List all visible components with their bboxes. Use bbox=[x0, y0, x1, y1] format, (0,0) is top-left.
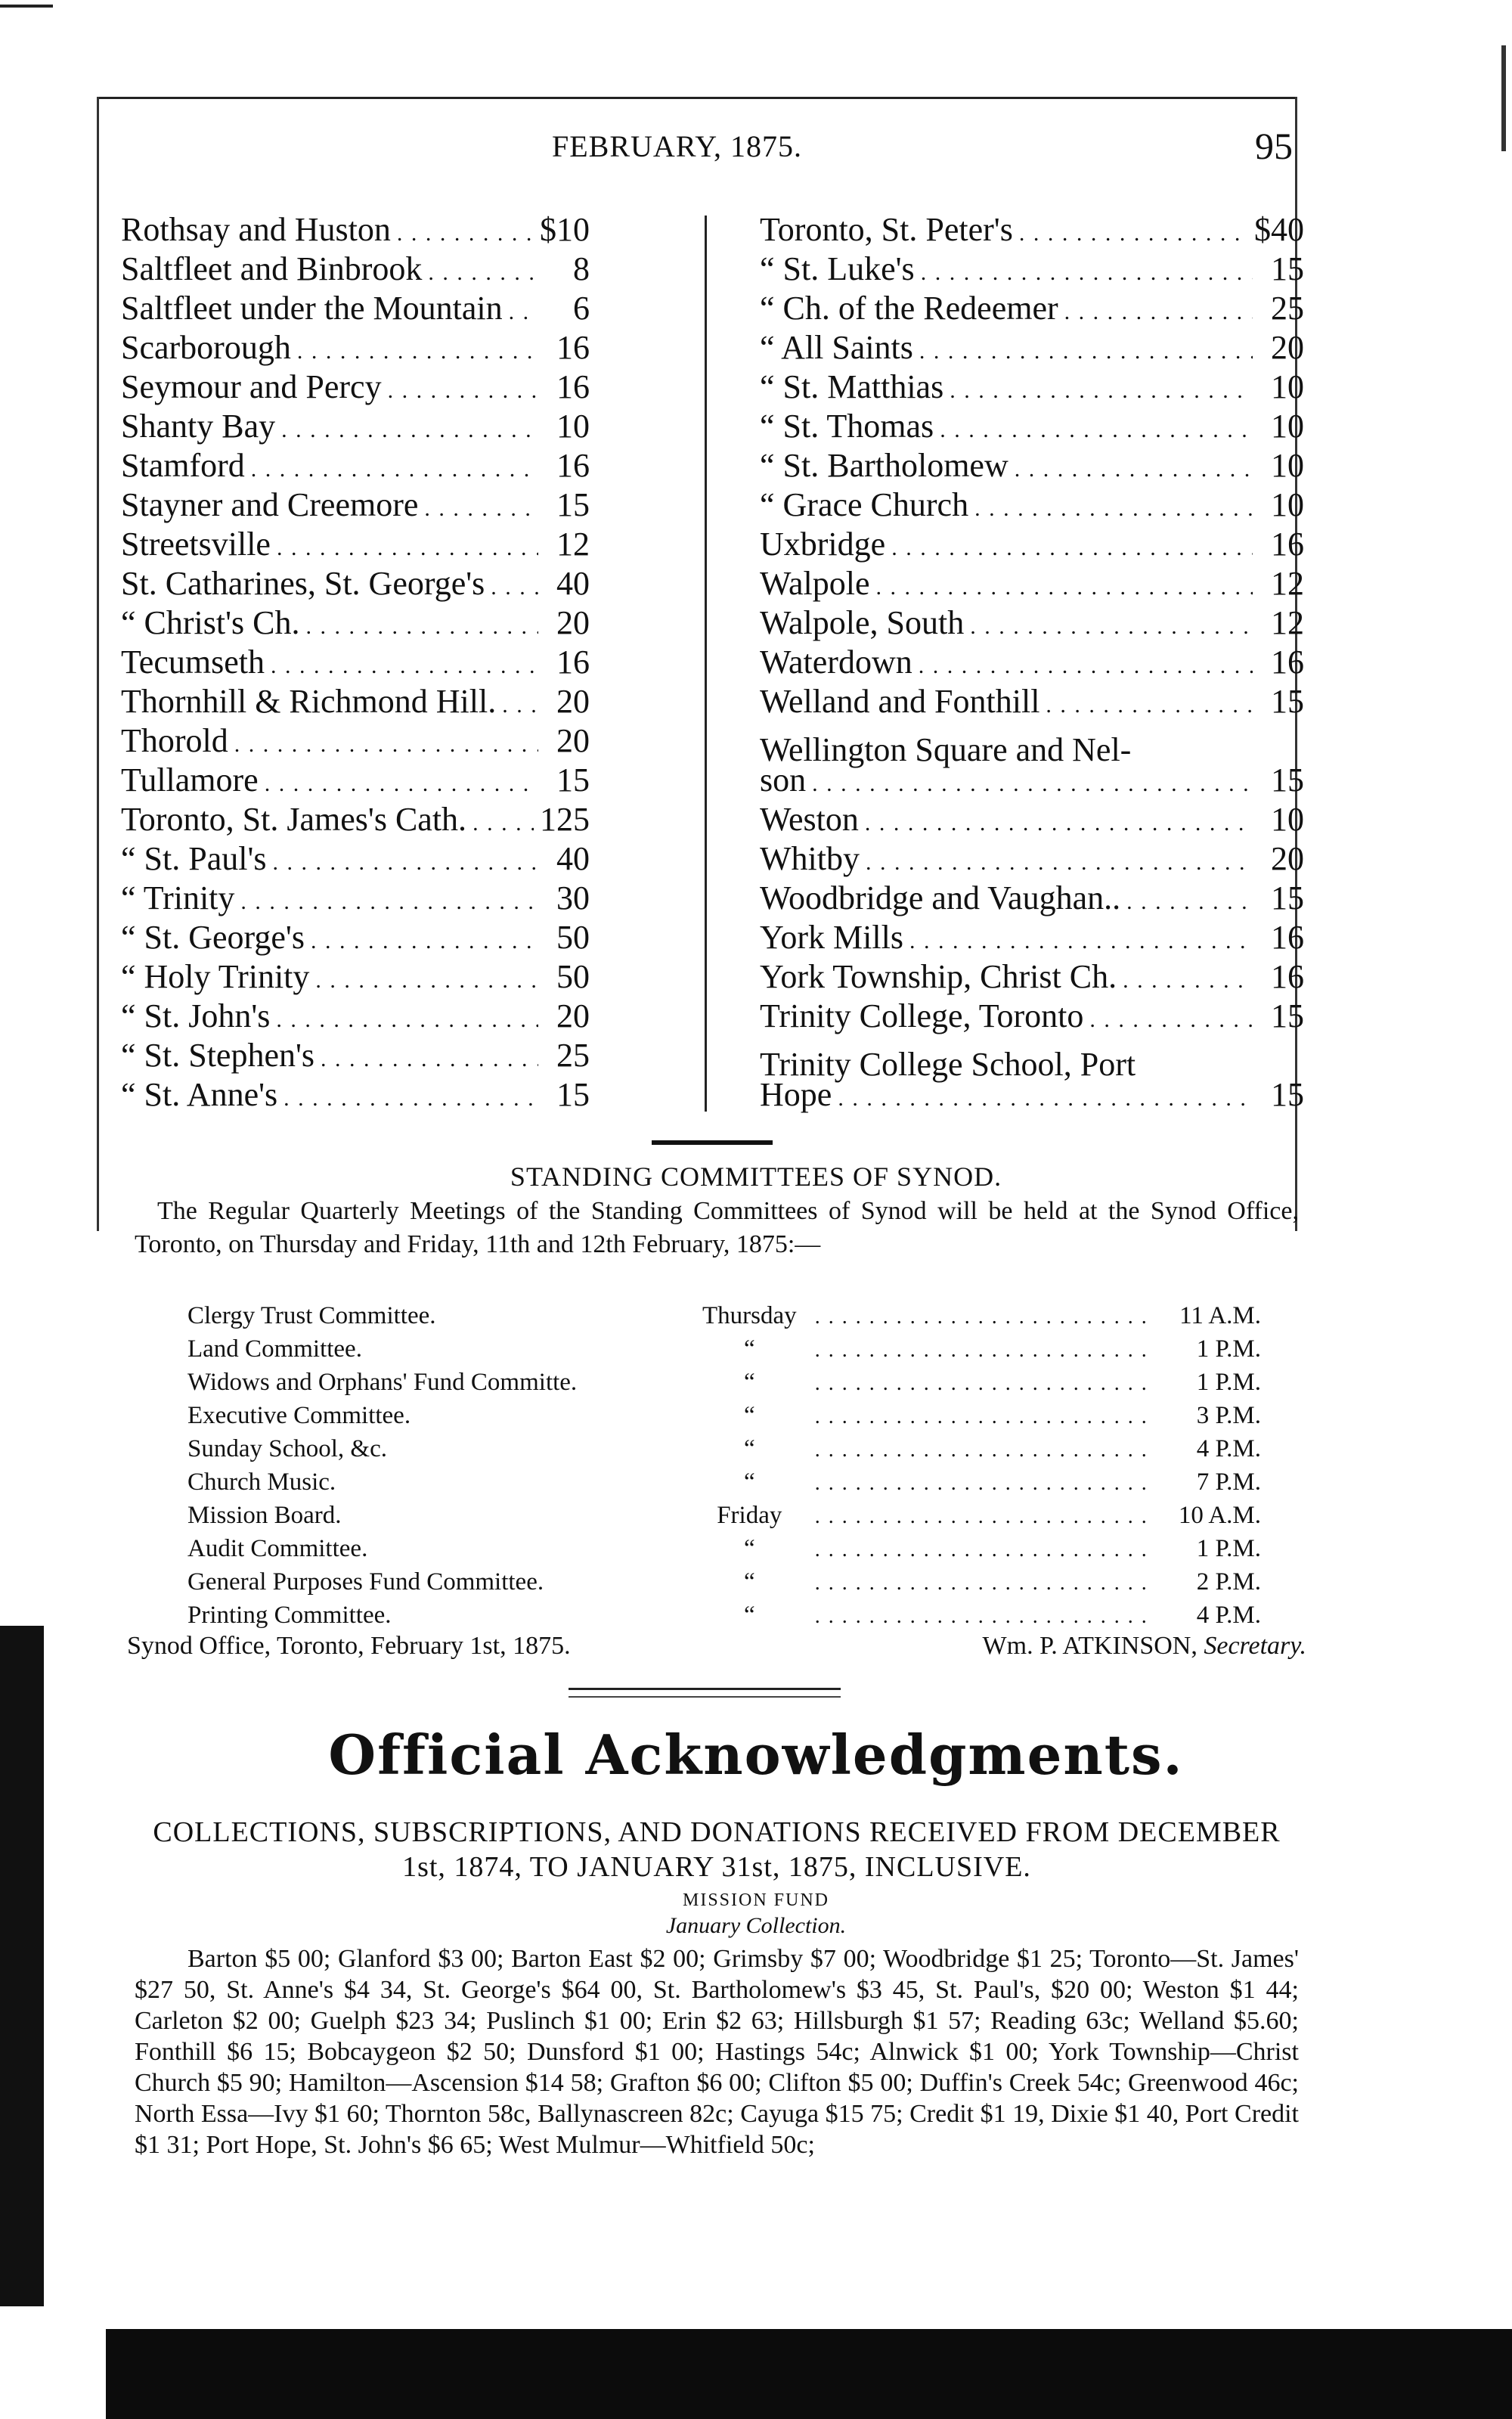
list-item bbox=[760, 328, 1304, 368]
committees-heading: STANDING COMMITTEES OF SYNOD. bbox=[510, 1161, 1002, 1192]
list-item bbox=[760, 564, 1304, 603]
list-item bbox=[121, 446, 590, 485]
page-frame-top bbox=[97, 97, 1297, 99]
list-item-amount: 15 bbox=[1271, 250, 1304, 287]
list-item-amount: 10 bbox=[1271, 801, 1304, 838]
committee-name: Church Music. bbox=[187, 1468, 336, 1496]
list-item bbox=[121, 1036, 590, 1075]
dot-leader bbox=[1123, 957, 1253, 997]
dot-leader bbox=[866, 839, 1253, 879]
list-item-amount: 16 bbox=[556, 644, 590, 681]
running-head: FEBRUARY, 1875. bbox=[552, 129, 803, 163]
list-item-name: Stamford bbox=[121, 447, 245, 484]
dot-leader bbox=[815, 1432, 1157, 1465]
committee-name: Executive Committee. bbox=[187, 1402, 411, 1429]
list-item-amount: 20 bbox=[556, 722, 590, 759]
list-item-name: Toronto, St. Peter's bbox=[760, 211, 1013, 248]
list-item-name: “ St. Thomas bbox=[760, 408, 934, 445]
committee-row bbox=[187, 1565, 1299, 1599]
dot-leader bbox=[509, 289, 538, 328]
list-item-amount: 16 bbox=[556, 368, 590, 405]
dot-leader bbox=[838, 1075, 1253, 1115]
dot-leader bbox=[397, 210, 534, 250]
list-item bbox=[121, 957, 590, 997]
list-item-name: Weston bbox=[760, 801, 859, 838]
dot-leader bbox=[919, 328, 1253, 368]
list-item-amount: 20 bbox=[556, 997, 590, 1034]
page-frame-left bbox=[97, 97, 99, 1231]
fund-label: MISSION FUND bbox=[682, 1890, 830, 1910]
parish-list-left bbox=[121, 210, 590, 1115]
dot-leader bbox=[921, 250, 1253, 289]
list-item-amount: 15 bbox=[556, 761, 590, 799]
dot-leader bbox=[388, 368, 538, 407]
list-item-name: Welland and Fonthill bbox=[760, 683, 1040, 720]
list-item bbox=[760, 368, 1304, 407]
list-item-name: Saltfleet under the Mountain bbox=[121, 290, 503, 327]
list-item bbox=[760, 957, 1304, 997]
dot-leader bbox=[909, 918, 1253, 957]
list-item-name: Uxbridge bbox=[760, 526, 886, 563]
list-item bbox=[760, 525, 1304, 564]
committee-schedule bbox=[187, 1299, 1299, 1632]
list-item-amount: 20 bbox=[1271, 840, 1304, 877]
dot-leader bbox=[815, 1366, 1157, 1399]
list-item-amount: 30 bbox=[556, 879, 590, 916]
list-item-amount: 16 bbox=[1271, 526, 1304, 563]
list-item-name: Woodbridge and Vaughan.. bbox=[760, 879, 1121, 916]
section-rule bbox=[652, 1140, 773, 1145]
list-item-amount: 12 bbox=[556, 526, 590, 563]
list-item-name: Wellington Square and Nel- bbox=[760, 731, 1132, 768]
list-item bbox=[121, 918, 590, 957]
committee-day: Thursday bbox=[702, 1302, 797, 1329]
scan-edge-mark bbox=[0, 5, 53, 8]
dot-leader bbox=[970, 603, 1253, 643]
list-item-name: Rothsay and Huston bbox=[121, 211, 391, 248]
dot-leader bbox=[273, 839, 539, 879]
committee-time: 7 P.M. bbox=[1196, 1468, 1261, 1496]
list-item bbox=[760, 800, 1304, 839]
committees-intro: The Regular Quarterly Meetings of the Standing Committees of Synod will be held at the Synod Office, Toronto, on Thursday and Friday, 11th and 12th February, 1875:— bbox=[135, 1197, 1299, 1258]
dot-leader bbox=[251, 446, 538, 485]
dot-leader bbox=[815, 1532, 1157, 1565]
list-item bbox=[121, 682, 590, 721]
dot-leader bbox=[265, 761, 538, 800]
list-item-amount: 15 bbox=[1271, 1076, 1304, 1113]
committee-time: 1 P.M. bbox=[1196, 1369, 1261, 1396]
list-item-name: Toronto, St. James's Cath. bbox=[121, 801, 467, 838]
committee-day: Friday bbox=[717, 1502, 782, 1529]
list-item bbox=[121, 564, 590, 603]
list-item-name: Walpole, South bbox=[760, 604, 965, 641]
committee-day: “ bbox=[743, 1335, 755, 1363]
dot-leader bbox=[502, 682, 538, 721]
dot-leader bbox=[297, 328, 538, 368]
committee-row bbox=[187, 1432, 1299, 1465]
list-item bbox=[760, 407, 1304, 446]
list-item-amount: 10 bbox=[1271, 486, 1304, 523]
list-item-name: “ St. Anne's bbox=[121, 1076, 278, 1113]
list-item bbox=[760, 997, 1304, 1036]
committee-name: Printing Committee. bbox=[187, 1602, 392, 1629]
committee-row bbox=[187, 1532, 1299, 1565]
list-item bbox=[760, 643, 1304, 682]
list-item-name: St. Catharines, St. George's bbox=[121, 565, 485, 602]
signoff-place-date: Synod Office, Toronto, February 1st, 1875. bbox=[127, 1632, 571, 1660]
signoff-signature bbox=[983, 1632, 1306, 1661]
committee-time: 10 A.M. bbox=[1178, 1502, 1261, 1529]
list-item-amount: 15 bbox=[556, 486, 590, 523]
list-item-amount: 50 bbox=[556, 919, 590, 956]
list-item-amount: 20 bbox=[1271, 329, 1304, 366]
list-item-amount: $40 bbox=[1254, 211, 1304, 248]
list-item-name: Seymour and Percy bbox=[121, 368, 382, 405]
committee-time: 2 P.M. bbox=[1196, 1568, 1261, 1596]
dot-leader bbox=[234, 721, 538, 761]
dot-leader bbox=[1089, 997, 1253, 1036]
dot-leader bbox=[1019, 210, 1248, 250]
committee-day: “ bbox=[743, 1468, 755, 1496]
committee-row bbox=[187, 1332, 1299, 1366]
list-item-amount: 50 bbox=[556, 958, 590, 995]
dot-leader bbox=[940, 407, 1253, 446]
committee-time: 1 P.M. bbox=[1196, 1535, 1261, 1562]
committee-time: 4 P.M. bbox=[1196, 1602, 1261, 1629]
dot-leader bbox=[815, 1599, 1157, 1632]
list-item-name: Trinity College School, Port bbox=[760, 1046, 1136, 1083]
list-item bbox=[760, 210, 1304, 250]
list-item-amount: 15 bbox=[1271, 997, 1304, 1034]
dot-leader bbox=[876, 564, 1253, 603]
committee-name: Mission Board. bbox=[187, 1502, 342, 1529]
dot-leader bbox=[276, 997, 538, 1036]
list-item-name: Waterdown bbox=[760, 644, 912, 681]
list-item bbox=[760, 289, 1304, 328]
list-item-name: Scarborough bbox=[121, 329, 291, 366]
list-item bbox=[760, 682, 1304, 721]
parish-list-right bbox=[760, 210, 1304, 1115]
column-divider bbox=[705, 216, 707, 1112]
list-item-amount: 25 bbox=[556, 1037, 590, 1074]
list-item bbox=[760, 721, 1304, 768]
list-item-name: Stayner and Creemore bbox=[121, 486, 419, 523]
list-item-amount: 15 bbox=[556, 1076, 590, 1113]
committee-day: “ bbox=[743, 1402, 755, 1429]
list-item bbox=[121, 839, 590, 879]
list-item bbox=[760, 879, 1304, 918]
list-item-name: Hope bbox=[760, 1076, 832, 1113]
list-item-name: Walpole bbox=[760, 565, 870, 602]
list-item bbox=[121, 368, 590, 407]
dot-leader bbox=[974, 485, 1253, 525]
list-item-name: “ All Saints bbox=[760, 329, 913, 366]
list-item-name: Streetsville bbox=[121, 526, 271, 563]
list-item-name: Trinity College, Toronto bbox=[760, 997, 1084, 1034]
committee-time: 3 P.M. bbox=[1196, 1402, 1261, 1429]
committee-row bbox=[187, 1399, 1299, 1432]
list-item-name: son bbox=[760, 761, 807, 799]
dot-leader bbox=[815, 1399, 1157, 1432]
list-item-name: Thornhill & Richmond Hill. bbox=[121, 683, 497, 720]
list-item bbox=[121, 721, 590, 761]
list-item bbox=[121, 800, 590, 839]
signoff-name: Wm. P. ATKINSON, bbox=[982, 1632, 1198, 1660]
dot-leader bbox=[472, 800, 534, 839]
list-item-amount: 15 bbox=[1271, 879, 1304, 916]
page-header bbox=[106, 125, 1293, 174]
list-item bbox=[760, 250, 1304, 289]
dot-leader bbox=[815, 1565, 1157, 1599]
committee-name: Sunday School, &c. bbox=[187, 1435, 387, 1462]
committee-name: Land Committee. bbox=[187, 1335, 362, 1363]
list-item bbox=[121, 879, 590, 918]
dot-leader bbox=[1015, 446, 1253, 485]
committee-row bbox=[187, 1499, 1299, 1532]
list-item-name: Saltfleet and Binbrook bbox=[121, 250, 423, 287]
committee-day: “ bbox=[743, 1369, 755, 1396]
list-item-amount: 16 bbox=[556, 447, 590, 484]
list-item bbox=[121, 525, 590, 564]
dot-leader bbox=[428, 250, 538, 289]
dot-leader bbox=[321, 1036, 538, 1075]
list-item-name: “ Trinity bbox=[121, 879, 235, 916]
list-item bbox=[121, 643, 590, 682]
list-item bbox=[760, 918, 1304, 957]
dot-leader bbox=[1126, 879, 1253, 918]
list-item-name: Shanty Bay bbox=[121, 408, 276, 445]
list-item-name: “ Grace Church bbox=[760, 486, 969, 523]
scan-binding-shadow bbox=[0, 1626, 44, 2306]
committee-row bbox=[187, 1366, 1299, 1399]
list-item-amount: 15 bbox=[1271, 761, 1304, 799]
dot-leader bbox=[424, 485, 538, 525]
committee-row bbox=[187, 1599, 1299, 1632]
committee-name: General Purposes Fund Committee. bbox=[187, 1568, 544, 1596]
dot-leader bbox=[311, 918, 538, 957]
dot-leader bbox=[1046, 682, 1253, 721]
list-item-amount: 15 bbox=[1271, 683, 1304, 720]
dot-leader bbox=[815, 1299, 1157, 1332]
list-item-name: York Township, Christ Ch. bbox=[760, 958, 1117, 995]
list-item bbox=[121, 250, 590, 289]
list-item-name: “ St. Stephen's bbox=[121, 1037, 315, 1074]
dot-leader bbox=[865, 800, 1253, 839]
list-item bbox=[760, 1036, 1304, 1083]
list-item-amount: 16 bbox=[1271, 958, 1304, 995]
acknowledgments-title: Official Acknowledgments. bbox=[328, 1723, 1184, 1787]
committee-day: “ bbox=[743, 1602, 755, 1629]
list-item bbox=[121, 603, 590, 643]
list-item-name: “ Holy Trinity bbox=[121, 958, 310, 995]
dot-leader bbox=[891, 525, 1253, 564]
dot-leader bbox=[815, 1499, 1157, 1532]
scan-edge-mark-right bbox=[1501, 45, 1506, 151]
list-item-amount: 12 bbox=[1271, 565, 1304, 602]
scan-bottom-edge bbox=[106, 2329, 1512, 2419]
list-item bbox=[760, 1075, 1304, 1115]
list-item-amount: 20 bbox=[556, 604, 590, 641]
signoff-title: Secretary. bbox=[1204, 1632, 1306, 1660]
list-item-amount: 10 bbox=[1271, 447, 1304, 484]
list-item-amount: 16 bbox=[556, 329, 590, 366]
dot-leader bbox=[240, 879, 538, 918]
list-item-name: “ Ch. of the Redeemer bbox=[760, 290, 1058, 327]
list-item-amount: 125 bbox=[540, 801, 590, 838]
list-item-amount: 10 bbox=[556, 408, 590, 445]
committee-name: Widows and Orphans' Fund Committe. bbox=[187, 1369, 578, 1396]
list-item-name: “ St. Paul's bbox=[121, 840, 267, 877]
dot-leader bbox=[1142, 1036, 1253, 1075]
dot-leader bbox=[1137, 721, 1253, 761]
dot-leader bbox=[315, 957, 538, 997]
committee-day: “ bbox=[743, 1535, 755, 1562]
signoff bbox=[127, 1632, 1306, 1661]
committee-time: 4 P.M. bbox=[1196, 1435, 1261, 1462]
list-item bbox=[121, 328, 590, 368]
dot-leader bbox=[306, 603, 539, 643]
list-item-amount: $10 bbox=[540, 211, 590, 248]
list-item-name: “ St. Matthias bbox=[760, 368, 944, 405]
committee-row bbox=[187, 1299, 1299, 1332]
list-item-name: “ Christ's Ch. bbox=[121, 604, 300, 641]
list-item bbox=[760, 446, 1304, 485]
dot-leader bbox=[815, 1332, 1157, 1366]
list-item-amount: 20 bbox=[556, 683, 590, 720]
list-item-amount: 25 bbox=[1271, 290, 1304, 327]
list-item-name: “ St. Luke's bbox=[760, 250, 915, 287]
list-item-name: York Mills bbox=[760, 919, 903, 956]
list-item bbox=[760, 839, 1304, 879]
list-item-name: Tecumseth bbox=[121, 644, 265, 681]
dot-leader bbox=[812, 761, 1253, 800]
list-item-name: “ St. Bartholomew bbox=[760, 447, 1009, 484]
list-item-amount: 10 bbox=[1271, 368, 1304, 405]
committee-row bbox=[187, 1465, 1299, 1499]
list-item bbox=[121, 210, 590, 250]
dot-leader bbox=[491, 564, 538, 603]
list-item-amount: 16 bbox=[1271, 644, 1304, 681]
list-item-name: Thorold bbox=[121, 722, 228, 759]
page-number: 95 bbox=[1255, 125, 1293, 167]
list-item-amount: 16 bbox=[1271, 919, 1304, 956]
list-item bbox=[121, 1075, 590, 1115]
list-item-amount: 8 bbox=[573, 250, 590, 287]
list-item bbox=[760, 485, 1304, 525]
committee-day: “ bbox=[743, 1568, 755, 1596]
list-item bbox=[121, 997, 590, 1036]
committee-name: Clergy Trust Committee. bbox=[187, 1302, 436, 1329]
list-item-amount: 6 bbox=[573, 290, 590, 327]
list-item-amount: 40 bbox=[556, 840, 590, 877]
list-item-name: Tullamore bbox=[121, 761, 259, 799]
dot-leader bbox=[1064, 289, 1253, 328]
list-item bbox=[760, 603, 1304, 643]
dot-leader bbox=[271, 643, 538, 682]
collections-heading: COLLECTIONS, SUBSCRIPTIONS, AND DONATIONS RECEIVED FROM DECEMBER 1st, 1874, TO JANUARY 31st, 1875, INCLUSIVE. bbox=[153, 1816, 1281, 1883]
committee-day: “ bbox=[743, 1435, 755, 1462]
dot-leader bbox=[284, 1075, 538, 1115]
list-item-name: “ St. John's bbox=[121, 997, 271, 1034]
list-item-name: “ St. George's bbox=[121, 919, 305, 956]
committee-name: Audit Committee. bbox=[187, 1535, 368, 1562]
dot-leader bbox=[950, 368, 1253, 407]
collection-label: January Collection. bbox=[665, 1913, 847, 1938]
list-item-amount: 12 bbox=[1271, 604, 1304, 641]
list-item-name: Whitby bbox=[760, 840, 860, 877]
double-rule bbox=[569, 1688, 841, 1698]
list-item bbox=[121, 407, 590, 446]
committee-time: 1 P.M. bbox=[1196, 1335, 1261, 1363]
list-item bbox=[121, 485, 590, 525]
list-item-amount: 10 bbox=[1271, 408, 1304, 445]
list-item bbox=[121, 761, 590, 800]
dot-leader bbox=[277, 525, 538, 564]
list-item-amount: 40 bbox=[556, 565, 590, 602]
committee-time: 11 A.M. bbox=[1179, 1302, 1261, 1329]
dot-leader bbox=[919, 643, 1253, 682]
collections-body: Barton $5 00; Glanford $3 00; Barton East $2 00; Grimsby $7 00; Woodbridge $1 25; Toronto—St. James' $27 50, St. Anne's $4 34, St. George's $64 00, St. Bartholomew's $3 45, St. Paul's, $20 00; Weston $1 44; Carleton $2 00; Guelph $23 34; Puslinch $1 00; Erin $2 63; Hillsburgh $1 57; Reading 63c; Welland $5.60; Fonthill $6 15; Bobcaygeon $2 50; Dunsford $1 00; Hastings 54c; Alnwick $1 00; York Township—Christ Church $5 90; Hamilton—Ascension $14 58; Grafton $6 00; Clifton $5 00; Duffin's Creek 54c; Greenwood 46c; North Essa—Ivy $1 60; Thornton 58c, Ballynascreen 82c; Cayuga $15 75; Credit $1 19, Dixie $1 40, Port Credit $1 31; Port Hope, St. John's $6 65; West Mulmur—Whitfield 50c; bbox=[135, 1945, 1299, 2159]
list-item bbox=[121, 289, 590, 328]
dot-leader bbox=[815, 1465, 1157, 1499]
list-item bbox=[760, 761, 1304, 800]
dot-leader bbox=[281, 407, 538, 446]
